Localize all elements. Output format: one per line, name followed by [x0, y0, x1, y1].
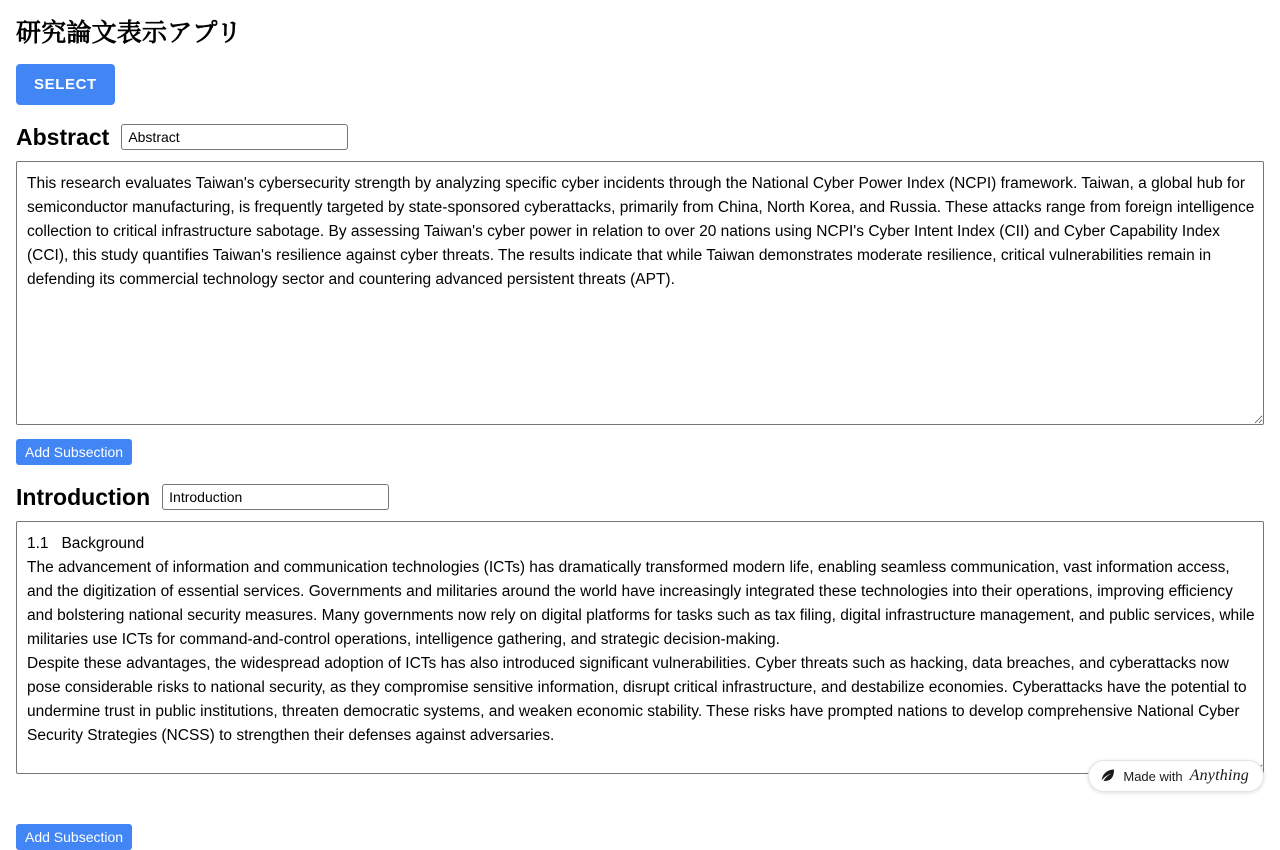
abstract-heading: Abstract: [16, 124, 110, 150]
abstract-add-subsection-button[interactable]: Add Subsection: [16, 439, 132, 465]
introduction-heading: Introduction: [16, 484, 151, 510]
introduction-textarea[interactable]: [16, 521, 1264, 774]
brand-label: Anything: [1189, 767, 1249, 784]
introduction-name-input[interactable]: [162, 484, 389, 510]
page-title: 研究論文表示アプリ: [16, 19, 242, 47]
abstract-name-input[interactable]: [121, 124, 348, 150]
select-button[interactable]: SELECT: [16, 64, 115, 105]
made-with-badge[interactable]: [1088, 760, 1264, 792]
app-root: [0, 16, 1280, 845]
abstract-textarea[interactable]: [16, 161, 1264, 425]
introduction-add-subsection-button[interactable]: Add Subsection: [16, 824, 132, 850]
abstract-section-header: [16, 123, 1264, 151]
introduction-section-header: [16, 483, 1264, 511]
made-with-label: Made with: [1123, 768, 1183, 784]
feather-logo-icon: [1100, 768, 1116, 784]
